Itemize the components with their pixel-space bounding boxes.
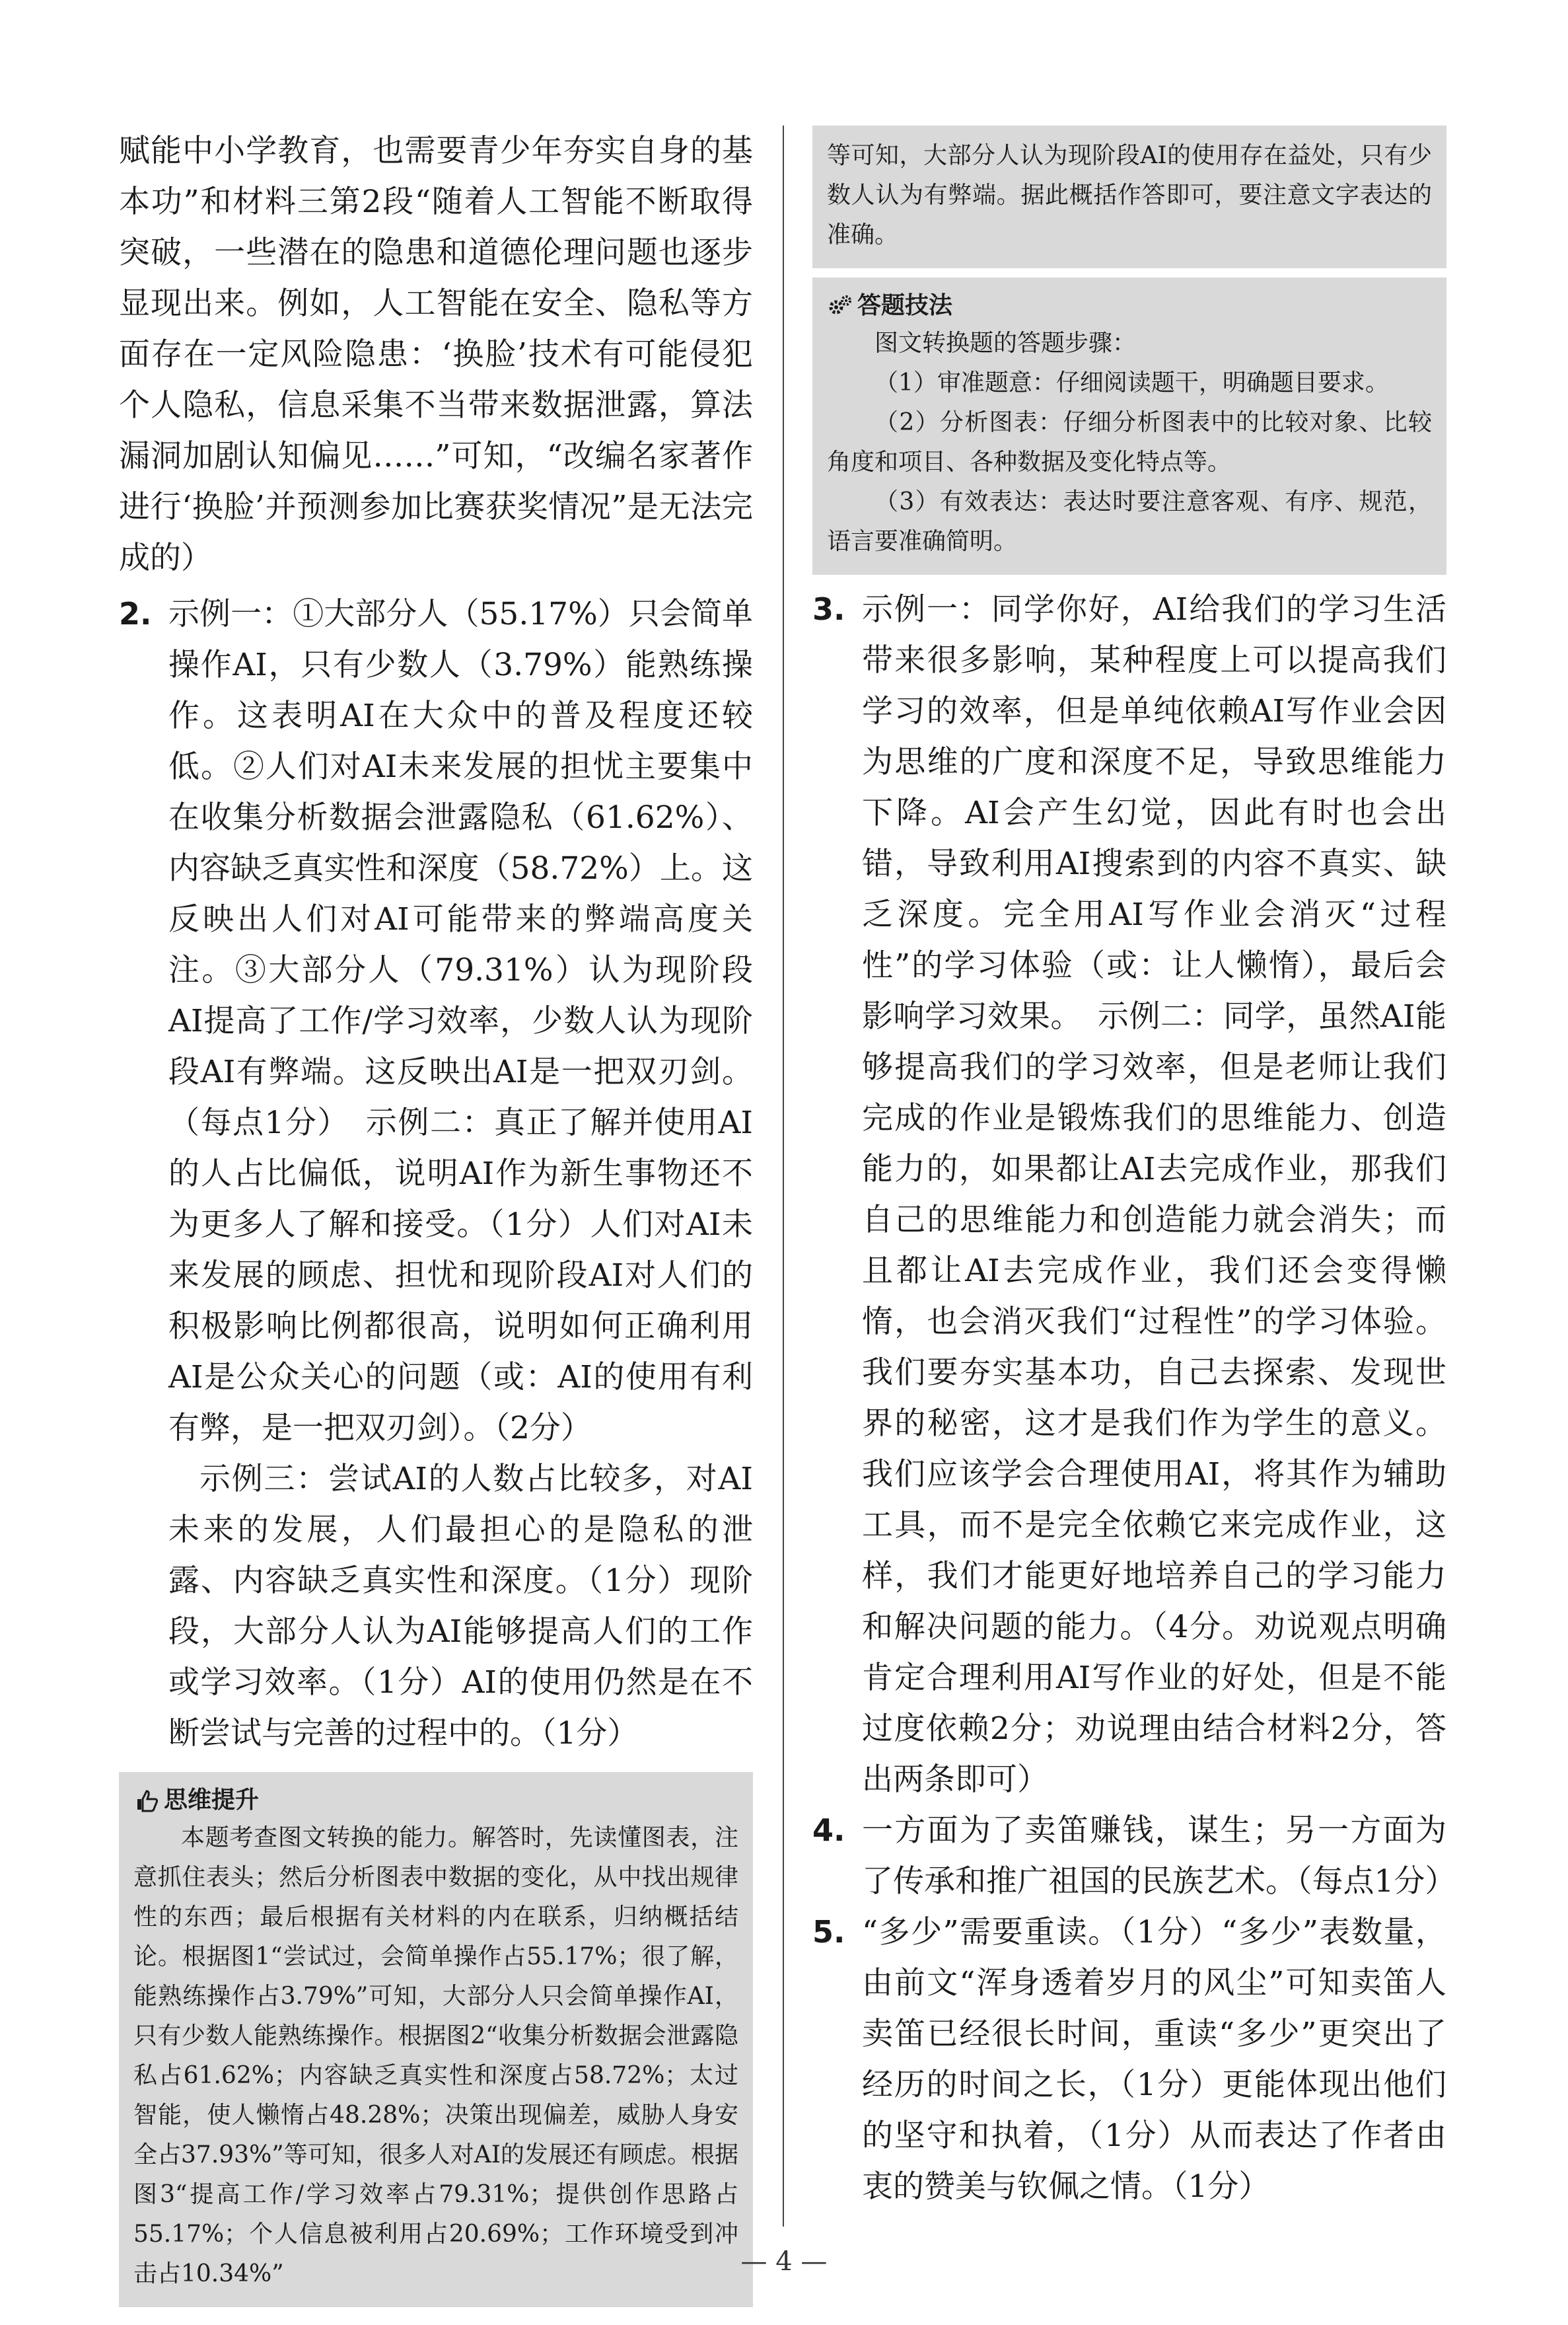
question-3-answer [812, 584, 1446, 1805]
question-2-answer [119, 589, 753, 1759]
right-column [812, 126, 1456, 2212]
column-divider [783, 126, 784, 2227]
q5-answer-text: “多少”需要重读。（1分）“多少”表数量，由前文“浑身透着岁月的风尘”可知卖笛人卖笛已经很长时间，重读“多少”更突出了经历的时间之长，（1分）更能体现出他们的坚守和执着，（1分）从而表达了作者由衷的赞美与钦佩之情。（1分） [862, 1914, 1446, 2205]
q4-answer-text: 一方面为了卖笛赚钱，谋生；另一方面为了传承和推广祖国的民族艺术。（每点1分） [862, 1812, 1456, 1900]
q2-example-3: 示例三：尝试AI的人数占比较多，对AI未来的发展，人们最担心的是隐私的泄露、内容缺乏真实性和深度。（1分）现阶段，大部分人认为AI能够提高人们的工作或学习效率。（1分）AI的使用仍然是在不断尝试与完善的过程中的。（1分） [168, 1461, 753, 1752]
tips-step-3: （3）有效表达：表达时要注意客观、有序、规范，语言要准确简明。 [827, 488, 1432, 555]
question-4-answer [812, 1805, 1456, 1907]
question-number: 2. [119, 596, 152, 632]
left-column [119, 126, 753, 2316]
question-number: 5. [812, 1914, 845, 1950]
gears-icon [827, 293, 853, 319]
thinking-improvement-box [119, 1772, 753, 2307]
tips-step-1: （1）审准题意：仔细阅读题干，明确题目要求。 [874, 369, 1389, 396]
thinking-box-continuation [812, 126, 1446, 268]
question-number: 4. [812, 1812, 845, 1848]
pointing-hand-icon [133, 1787, 160, 1814]
tips-step-2: （2）分析图表：仔细分析图表中的比较对象、比较角度和项目、各种数据及变化特点等。 [827, 409, 1432, 476]
page-number: — 4 — [740, 2246, 828, 2277]
question-5-answer [812, 1907, 1446, 2212]
box-title: 思维提升 [164, 1787, 260, 1814]
question-number: 3. [812, 591, 845, 627]
q3-answer-text: 示例一：同学你好，AI给我们的学习生活带来很多影响，某种程度上可以提高我们学习的效率，但是单纯依赖AI写作业会因为思维的广度和深度不足，导致思维能力下降。AI会产生幻觉，因此有时也会出错，导致利用AI搜索到的内容不真实、缺乏深度。完全用AI写作业会消灭“过程性”的学习体验（或：让人懒惰），最后会影响学习效果。 示例二：同学，虽然AI能够提高我们的学习效率，但是老师让我们完成的作业是锻炼我们的思维能力、创造能力的，如果都让AI去完成作业，那我们自己的思维能力和创造能力就会消失；而且都让AI去完成作业，我们还会变得懒惰，也会消灭我们“过程性”的学习体验。我们要夯实基本功，自己去探索、发现世界的秘密，这才是我们作为学生的意义。我们应该学会合理使用AI，将其作为辅助工具，而不是完全依赖它来完成作业，这样，我们才能更好地培养自己的学习能力和解决问题的能力。（4分。劝说观点明确肯定合理利用AI写作业的好处，但是不能过度依赖2分；劝说理由结合材料2分，答出两条即可） [862, 591, 1446, 1798]
box-text: 等可知，大部分人认为现阶段AI的使用存在益处，只有少数人认为有弊端。据此概括作答即可，要注意文字表达的准确。 [827, 142, 1432, 248]
tips-intro: 图文转换题的答题步骤： [874, 330, 1137, 357]
q2-answer-text: 示例一：①大部分人（55.17%）只会简单操作AI，只有少数人（3.79%）能熟练操作。这表明AI在大众中的普及程度还较低。②人们对AI未来发展的担忧主要集中在收集分析数据会泄露隐私（61.62%）、内容缺乏真实性和深度（58.72%）上。这反映出人们对AI可能带来的弊端高度关注。③大部分人（79.31%）认为现阶段AI提高了工作/学习效率，少数人认为现阶段AI有弊端。这反映出AI是一把双刃剑。（每点1分） 示例二：真正了解并使用AI的人占比偏低，说明AI作为新生事物还不为更多人了解和接受。（1分）人们对AI未来发展的顾虑、担忧和现阶段AI对人们的积极影响比例都很高，说明如何正确利用AI是公众关心的问题（或：AI的使用有利有弊，是一把双刃剑）。（2分） [168, 596, 753, 1446]
box-text: 本题考查图文转换的能力。解答时，先读懂图表，注意抓住表头；然后分析图表中数据的变化，从中找出规律性的东西；最后根据有关材料的内在联系，归纳概括结论。根据图1“尝试过，会简单操作占55.17%；很了解，能熟练操作占3.79%”可知，大部分人只会简单操作AI，只有少数人能熟练操作。根据图2“收集分析数据会泄露隐私占61.62%；内容缺乏真实性和深度占58.72%；太过智能，使人懒惰占48.28%；决策出现偏差，威胁人身安全占37.93%”等可知，很多人对AI的发展还有顾虑。根据图3“提高工作/学习效率占79.31%；提供创作思路占55.17%；个人信息被利用占20.69%；工作环境受到冲击占10.34%” [133, 1824, 738, 2287]
answer-tips-box [812, 277, 1446, 575]
q1-answer-continuation: 赋能中小学教育，也需要青少年夯实自身的基本功”和材料三第2段“随着人工智能不断取得突破，一些潜在的隐患和道德伦理问题也逐步显现出来。例如，人工智能在安全、隐私等方面存在一定风险隐患：‘换脸’技术有可能侵犯个人隐私，信息采集不当带来数据泄露，算法漏洞加剧认知偏见……”可知，“改编名家著作进行‘换脸’并预测参加比赛获奖情况”是无法完成的） [119, 133, 753, 576]
box-title: 答题技法 [857, 292, 953, 319]
